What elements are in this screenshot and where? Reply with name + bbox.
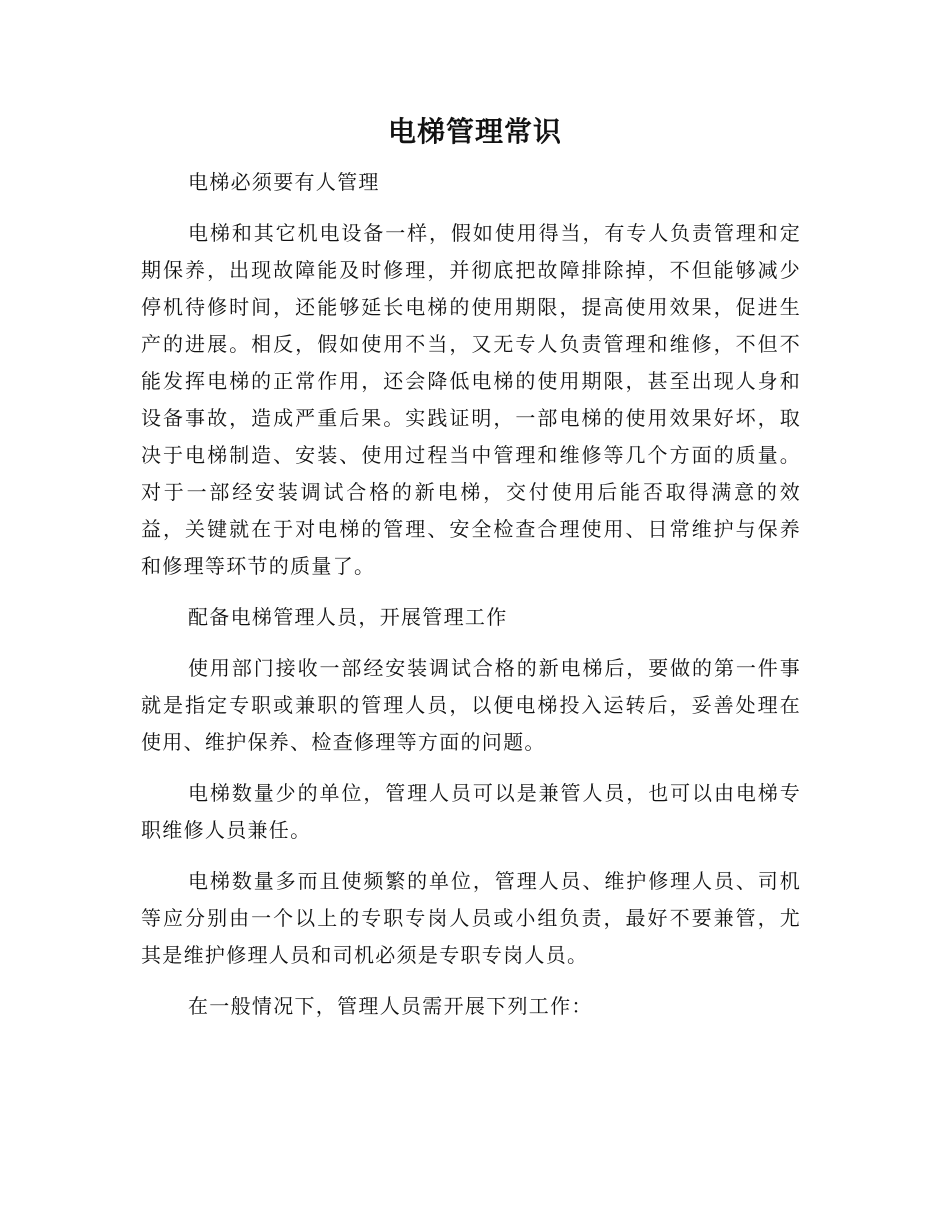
paragraph-assign-manager: 使用部门接收一部经安装调试合格的新电梯后，要做的第一件事就是指定专职或兼职的管理人员，以便电梯投入运转后，妥善处理在使用、维护保养、检查修理等方面的问题。 — [141, 656, 801, 754]
paragraph-management-importance: 电梯和其它机电设备一样，假如使用得当，有专人负责管理和定期保养，出现故障能及时修理，并彻底把故障排除掉，不但能够减少停机待修时间，还能够延长电梯的使用期限，提高使用效果，促进生产的进展。相反，假如使用不当，又无专人负责管理和维修，不但不能发挥电梯的正常作用，还会降低电梯的使用期限，甚至出现人身和设备事故，造成严重后果。实践证明，一部电梯的使用效果好坏，取决于电梯制造、安装、使用过程当中管理和维修等几个方面的质量。对于一部经安装调试合格的新电梯，交付使用后能否取得满意的效益，关键就在于对电梯的管理、安全检查合理使用、日常维护与保养和修理等环节的质量了。 — [141, 221, 801, 578]
section-heading-management-required: 电梯必须要有人管理 — [188, 170, 380, 194]
section-heading-staffing: 配备电梯管理人员，开展管理工作 — [188, 605, 508, 629]
paragraph-many-elevators: 电梯数量多而且使频繁的单位，管理人员、维护修理人员、司机等应分别由一个以上的专职专岗人员或小组负责，最好不要兼管，尤其是维护修理人员和司机必须是专职专岗人员。 — [141, 869, 801, 967]
paragraph-general-duties: 在一般情况下，管理人员需开展下列工作： — [188, 994, 593, 1018]
document-title: 电梯管理常识 — [387, 115, 562, 148]
paragraph-few-elevators: 电梯数量少的单位，管理人员可以是兼管人员，也可以由电梯专职维修人员兼任。 — [141, 781, 801, 842]
document-body — [141, 164, 801, 1039]
